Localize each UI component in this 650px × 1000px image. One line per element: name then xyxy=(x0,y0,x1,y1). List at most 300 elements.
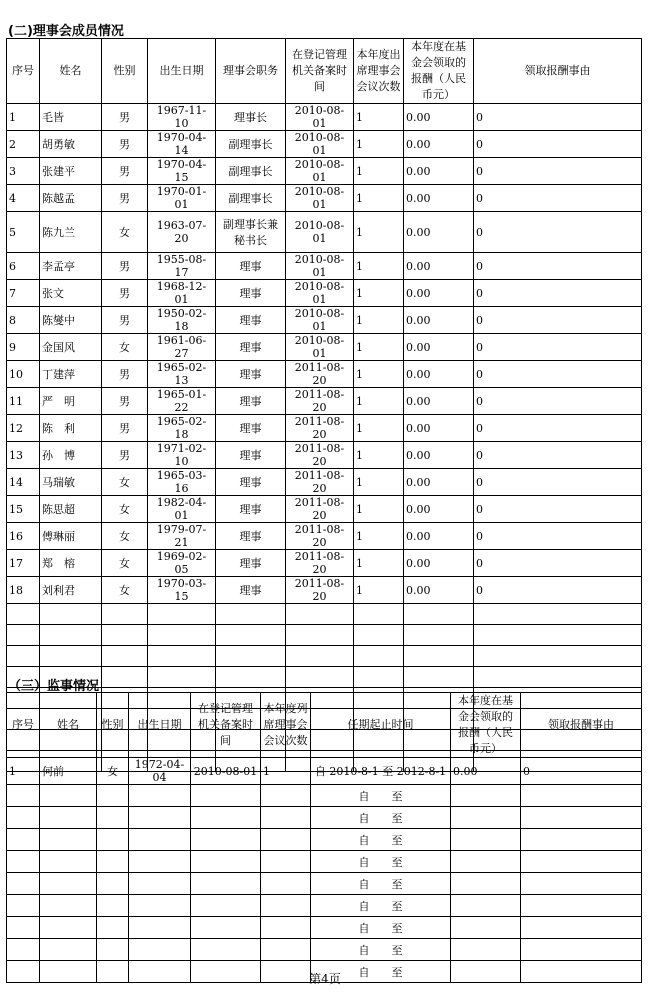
table-cell: 自 至 xyxy=(311,961,451,983)
table-cell xyxy=(7,873,40,895)
table-cell xyxy=(451,939,521,961)
empty-row xyxy=(7,604,642,625)
table-cell xyxy=(40,851,97,873)
table-cell: 男 xyxy=(102,361,148,388)
table-cell xyxy=(148,604,216,625)
table-cell xyxy=(129,873,191,895)
table-cell: 傅琳丽 xyxy=(40,523,102,550)
column-header: 领取报酬事由 xyxy=(521,693,642,758)
table-cell: 2011-08-20 xyxy=(286,469,354,496)
table-row xyxy=(7,361,642,388)
table-cell xyxy=(191,895,261,917)
column-header: 在登记管理机关备案时间 xyxy=(286,39,354,104)
table-cell: 孙 博 xyxy=(40,442,102,469)
table-cell xyxy=(129,851,191,873)
table-cell: 男 xyxy=(102,253,148,280)
table-cell xyxy=(7,829,40,851)
table-cell: 自 至 xyxy=(311,829,451,851)
table-cell: 16 xyxy=(7,523,40,550)
table-cell xyxy=(521,895,642,917)
table-cell: 0.00 xyxy=(404,577,474,604)
table-cell xyxy=(216,604,286,625)
table-cell xyxy=(148,646,216,667)
table-cell xyxy=(148,625,216,646)
table-cell: 0 xyxy=(474,442,642,469)
table-cell: 0.00 xyxy=(404,307,474,334)
table-cell: 0 xyxy=(474,104,642,131)
table-cell: 1 xyxy=(354,307,404,334)
table-cell: 1972-04-04 xyxy=(129,758,191,785)
table-cell: 陈思超 xyxy=(40,496,102,523)
table-cell xyxy=(97,807,129,829)
table-cell xyxy=(102,667,148,688)
table-cell: 理事 xyxy=(216,550,286,577)
table-cell: 毛皆 xyxy=(40,104,102,131)
column-header: 本年度在基金会领取的报酬（人民币元） xyxy=(404,39,474,104)
table-cell: 10 xyxy=(7,361,40,388)
column-header: 领取报酬事由 xyxy=(474,39,642,104)
table-cell: 陈 利 xyxy=(40,415,102,442)
table-cell xyxy=(404,604,474,625)
table-row xyxy=(7,496,642,523)
table-cell xyxy=(354,604,404,625)
table-cell: 陈九兰 xyxy=(40,212,102,253)
table-cell xyxy=(7,851,40,873)
table-cell: 男 xyxy=(102,388,148,415)
table-cell: 14 xyxy=(7,469,40,496)
table-cell: 理事 xyxy=(216,469,286,496)
table-cell: 1970-04-14 xyxy=(148,131,216,158)
table-cell: 1955-08-17 xyxy=(148,253,216,280)
table-cell: 1979-07-21 xyxy=(148,523,216,550)
table-cell xyxy=(404,625,474,646)
table-cell: 理事 xyxy=(216,307,286,334)
table-cell: 理事 xyxy=(216,496,286,523)
table-cell: 0 xyxy=(521,758,642,785)
table-cell xyxy=(191,829,261,851)
table-cell: 1 xyxy=(354,131,404,158)
table-cell: 0.00 xyxy=(404,442,474,469)
table-cell xyxy=(521,939,642,961)
table-cell xyxy=(404,667,474,688)
table-cell: 男 xyxy=(102,185,148,212)
table-cell: 1 xyxy=(354,212,404,253)
table-cell: 1965-01-22 xyxy=(148,388,216,415)
table-cell xyxy=(191,873,261,895)
table-cell: 2011-08-20 xyxy=(286,388,354,415)
table-cell xyxy=(261,851,311,873)
section-title-board: (二)理事会成员情况 xyxy=(8,24,124,39)
table-cell xyxy=(40,785,97,807)
table-cell: 2011-08-20 xyxy=(286,577,354,604)
empty-row xyxy=(7,785,642,807)
table-cell xyxy=(97,895,129,917)
table-cell: 副理事长 xyxy=(216,185,286,212)
table-cell: 何前 xyxy=(40,758,97,785)
table-cell: 0 xyxy=(474,280,642,307)
table-cell: 4 xyxy=(7,185,40,212)
table-cell: 李孟亭 xyxy=(40,253,102,280)
table-cell: 丁建萍 xyxy=(40,361,102,388)
table-cell: 1968-12-01 xyxy=(148,280,216,307)
table-cell: 2 xyxy=(7,131,40,158)
table-cell: 1965-02-18 xyxy=(148,415,216,442)
table-cell xyxy=(129,917,191,939)
table-row xyxy=(7,185,642,212)
table-cell xyxy=(40,807,97,829)
table-row xyxy=(7,212,642,253)
table-cell xyxy=(354,625,404,646)
table-cell: 1950-02-18 xyxy=(148,307,216,334)
table-cell: 1965-02-13 xyxy=(148,361,216,388)
table-cell: 理事 xyxy=(216,388,286,415)
table-cell xyxy=(451,829,521,851)
table-row xyxy=(7,415,642,442)
table-cell xyxy=(7,785,40,807)
table-cell: 理事 xyxy=(216,442,286,469)
table-cell xyxy=(7,939,40,961)
table-cell xyxy=(521,917,642,939)
table-cell: 1 xyxy=(354,388,404,415)
table-cell: 0 xyxy=(474,307,642,334)
empty-row xyxy=(7,646,642,667)
table-cell xyxy=(261,895,311,917)
table-row xyxy=(7,758,642,785)
table-cell: 0.00 xyxy=(404,212,474,253)
table-cell: 0 xyxy=(474,550,642,577)
table-cell: 自 至 xyxy=(311,785,451,807)
table-row xyxy=(7,388,642,415)
empty-row xyxy=(7,807,642,829)
table-cell xyxy=(148,667,216,688)
column-header: 任期起止时间 xyxy=(311,693,451,758)
table-cell: 0.00 xyxy=(404,550,474,577)
table-cell: 女 xyxy=(102,577,148,604)
table-cell: 0 xyxy=(474,158,642,185)
table-cell: 1 xyxy=(7,758,40,785)
table-cell: 15 xyxy=(7,496,40,523)
table-cell: 自 至 xyxy=(311,917,451,939)
table-cell xyxy=(451,807,521,829)
table-cell xyxy=(7,646,40,667)
section-title-supervisors: （三）监事情况 xyxy=(8,679,100,694)
table-cell: 1 xyxy=(354,550,404,577)
table-cell xyxy=(191,917,261,939)
table-cell: 理事 xyxy=(216,334,286,361)
table-cell: 1970-03-15 xyxy=(148,577,216,604)
table-cell: 理事 xyxy=(216,577,286,604)
table-cell: 0.00 xyxy=(404,361,474,388)
column-header: 本年度出席理事会会议次数 xyxy=(354,39,404,104)
table-cell xyxy=(191,939,261,961)
table-cell: 1 xyxy=(7,104,40,131)
table-cell: 陈燮中 xyxy=(40,307,102,334)
table-cell: 马瑞敏 xyxy=(40,469,102,496)
table-cell: 副理事长兼秘书长 xyxy=(216,212,286,253)
table-cell: 0.00 xyxy=(451,758,521,785)
table-cell xyxy=(451,785,521,807)
table-cell xyxy=(40,604,102,625)
table-cell xyxy=(404,646,474,667)
table-cell: 2010-08-01 xyxy=(286,104,354,131)
table-cell xyxy=(40,873,97,895)
empty-row xyxy=(7,667,642,688)
table-cell xyxy=(129,807,191,829)
table-cell: 1 xyxy=(354,185,404,212)
column-header: 出生日期 xyxy=(129,693,191,758)
column-header: 序号 xyxy=(7,39,40,104)
table-cell: 2011-08-20 xyxy=(286,523,354,550)
table-cell: 0.00 xyxy=(404,280,474,307)
table-cell: 理事 xyxy=(216,523,286,550)
table-cell xyxy=(354,646,404,667)
table-cell: 自 至 xyxy=(311,895,451,917)
table-row xyxy=(7,469,642,496)
table-cell: 1 xyxy=(354,496,404,523)
table-cell: 张建平 xyxy=(40,158,102,185)
table-cell xyxy=(261,785,311,807)
column-header: 性别 xyxy=(97,693,129,758)
table-cell xyxy=(40,939,97,961)
table-cell: 2010-08-01 xyxy=(191,758,261,785)
table-cell xyxy=(129,939,191,961)
table-cell xyxy=(451,851,521,873)
table-row xyxy=(7,307,642,334)
table-cell xyxy=(354,667,404,688)
table-cell: 2010-08-01 xyxy=(286,158,354,185)
table-header-row xyxy=(7,39,642,104)
table-cell: 1969-02-05 xyxy=(148,550,216,577)
table-cell: 1 xyxy=(261,758,311,785)
table-cell: 严 明 xyxy=(40,388,102,415)
table-cell xyxy=(97,829,129,851)
table-cell: 2011-08-20 xyxy=(286,415,354,442)
empty-row xyxy=(7,625,642,646)
table-cell: 理事 xyxy=(216,253,286,280)
table-row xyxy=(7,253,642,280)
table-cell: 1 xyxy=(354,334,404,361)
page-number: 第4页 xyxy=(309,972,341,986)
table-cell xyxy=(261,917,311,939)
table-cell: 理事 xyxy=(216,280,286,307)
table-cell: 女 xyxy=(102,469,148,496)
table-cell: 0 xyxy=(474,131,642,158)
table-cell: 自 至 xyxy=(311,851,451,873)
table-cell: 陈越孟 xyxy=(40,185,102,212)
table-cell xyxy=(261,829,311,851)
column-header: 本年度列席理事会会议次数 xyxy=(261,693,311,758)
table-cell xyxy=(261,873,311,895)
empty-row xyxy=(7,851,642,873)
table-cell: 2010-08-01 xyxy=(286,334,354,361)
table-cell: 女 xyxy=(97,758,129,785)
table-cell: 0 xyxy=(474,415,642,442)
table-cell: 金国风 xyxy=(40,334,102,361)
table-cell: 2011-08-20 xyxy=(286,550,354,577)
table-cell: 女 xyxy=(102,523,148,550)
empty-row xyxy=(7,939,642,961)
table-cell: 7 xyxy=(7,280,40,307)
table-header-row xyxy=(7,693,642,758)
table-cell xyxy=(286,646,354,667)
table-cell: 1 xyxy=(354,361,404,388)
table-cell: 2010-08-01 xyxy=(286,307,354,334)
table-cell: 自 2010-8-1 至 2012-8-1 xyxy=(311,758,451,785)
table-cell: 1963-07-20 xyxy=(148,212,216,253)
table-row xyxy=(7,158,642,185)
table-cell xyxy=(102,646,148,667)
table-cell: 副理事长 xyxy=(216,158,286,185)
table-cell xyxy=(216,625,286,646)
table-cell: 女 xyxy=(102,212,148,253)
board-members-table xyxy=(6,38,642,772)
table-cell: 0 xyxy=(474,334,642,361)
table-cell xyxy=(40,829,97,851)
table-cell xyxy=(97,873,129,895)
table-cell: 0.00 xyxy=(404,334,474,361)
table-cell xyxy=(521,785,642,807)
table-cell xyxy=(40,895,97,917)
table-cell: 2010-08-01 xyxy=(286,280,354,307)
table-cell: 女 xyxy=(102,496,148,523)
table-cell: 0 xyxy=(474,469,642,496)
table-cell: 9 xyxy=(7,334,40,361)
table-cell xyxy=(102,604,148,625)
table-cell xyxy=(521,851,642,873)
table-cell: 18 xyxy=(7,577,40,604)
table-row xyxy=(7,334,642,361)
table-cell: 5 xyxy=(7,212,40,253)
table-cell xyxy=(129,785,191,807)
table-cell: 0.00 xyxy=(404,496,474,523)
table-cell: 副理事长 xyxy=(216,131,286,158)
empty-row xyxy=(7,873,642,895)
table-cell: 理事 xyxy=(216,361,286,388)
table-cell: 1971-02-10 xyxy=(148,442,216,469)
table-cell xyxy=(286,604,354,625)
table-cell: 1982-04-01 xyxy=(148,496,216,523)
table-cell xyxy=(191,785,261,807)
table-cell: 0 xyxy=(474,523,642,550)
table-cell: 6 xyxy=(7,253,40,280)
table-cell: 男 xyxy=(102,307,148,334)
table-cell: 自 至 xyxy=(311,807,451,829)
column-header: 本年度在基金会领取的报酬（人民币元） xyxy=(451,693,521,758)
table-cell: 1967-11-10 xyxy=(148,104,216,131)
table-cell: 0 xyxy=(474,577,642,604)
table-cell xyxy=(40,625,102,646)
table-row xyxy=(7,280,642,307)
column-header: 出生日期 xyxy=(148,39,216,104)
table-cell: 1961-06-27 xyxy=(148,334,216,361)
table-cell: 1965-03-16 xyxy=(148,469,216,496)
table-cell xyxy=(451,917,521,939)
empty-row xyxy=(7,829,642,851)
table-cell: 男 xyxy=(102,158,148,185)
table-cell: 2011-08-20 xyxy=(286,496,354,523)
table-cell xyxy=(97,785,129,807)
table-row xyxy=(7,577,642,604)
table-cell: 1 xyxy=(354,158,404,185)
table-row xyxy=(7,442,642,469)
table-cell: 0 xyxy=(474,496,642,523)
table-cell: 理事 xyxy=(216,415,286,442)
table-cell xyxy=(129,895,191,917)
table-cell: 理事长 xyxy=(216,104,286,131)
table-cell: 1 xyxy=(354,577,404,604)
table-cell: 2010-08-01 xyxy=(286,131,354,158)
table-cell: 张文 xyxy=(40,280,102,307)
table-cell xyxy=(7,807,40,829)
table-cell: 胡勇敏 xyxy=(40,131,102,158)
table-cell xyxy=(216,646,286,667)
table-cell: 12 xyxy=(7,415,40,442)
table-cell: 1 xyxy=(354,280,404,307)
table-cell: 男 xyxy=(102,415,148,442)
table-cell: 11 xyxy=(7,388,40,415)
empty-row xyxy=(7,917,642,939)
table-cell: 0 xyxy=(474,361,642,388)
table-cell: 1 xyxy=(354,415,404,442)
table-cell xyxy=(97,851,129,873)
table-cell: 2011-08-20 xyxy=(286,361,354,388)
table-cell xyxy=(474,625,642,646)
table-cell: 男 xyxy=(102,131,148,158)
table-cell xyxy=(261,807,311,829)
table-cell xyxy=(7,625,40,646)
table-cell xyxy=(7,895,40,917)
table-cell: 2011-08-20 xyxy=(286,442,354,469)
table-cell xyxy=(474,667,642,688)
table-cell: 2010-08-01 xyxy=(286,185,354,212)
table-cell xyxy=(286,667,354,688)
table-cell: 0.00 xyxy=(404,388,474,415)
table-cell: 0 xyxy=(474,212,642,253)
table-cell: 1 xyxy=(354,104,404,131)
table-cell xyxy=(97,917,129,939)
table-cell: 1970-04-15 xyxy=(148,158,216,185)
table-cell xyxy=(129,829,191,851)
table-cell xyxy=(191,851,261,873)
table-cell: 自 至 xyxy=(311,873,451,895)
table-cell: 13 xyxy=(7,442,40,469)
table-cell: 郑 榕 xyxy=(40,550,102,577)
table-cell: 自 至 xyxy=(311,939,451,961)
table-cell: 1 xyxy=(354,442,404,469)
table-cell: 8 xyxy=(7,307,40,334)
table-cell xyxy=(451,873,521,895)
table-cell xyxy=(474,604,642,625)
table-cell: 0 xyxy=(474,388,642,415)
table-cell: 1970-01-01 xyxy=(148,185,216,212)
table-cell: 0 xyxy=(474,253,642,280)
table-row xyxy=(7,104,642,131)
table-cell xyxy=(451,895,521,917)
column-header: 在登记管理机关备案时间 xyxy=(191,693,261,758)
table-cell xyxy=(191,807,261,829)
table-cell: 1 xyxy=(354,469,404,496)
table-cell: 2010-08-01 xyxy=(286,253,354,280)
column-header: 性别 xyxy=(102,39,148,104)
table-cell: 17 xyxy=(7,550,40,577)
table-cell xyxy=(7,604,40,625)
table-cell: 女 xyxy=(102,334,148,361)
table-cell: 男 xyxy=(102,280,148,307)
table-cell: 0.00 xyxy=(404,104,474,131)
table-cell xyxy=(521,829,642,851)
table-cell xyxy=(40,917,97,939)
table-cell: 0.00 xyxy=(404,415,474,442)
